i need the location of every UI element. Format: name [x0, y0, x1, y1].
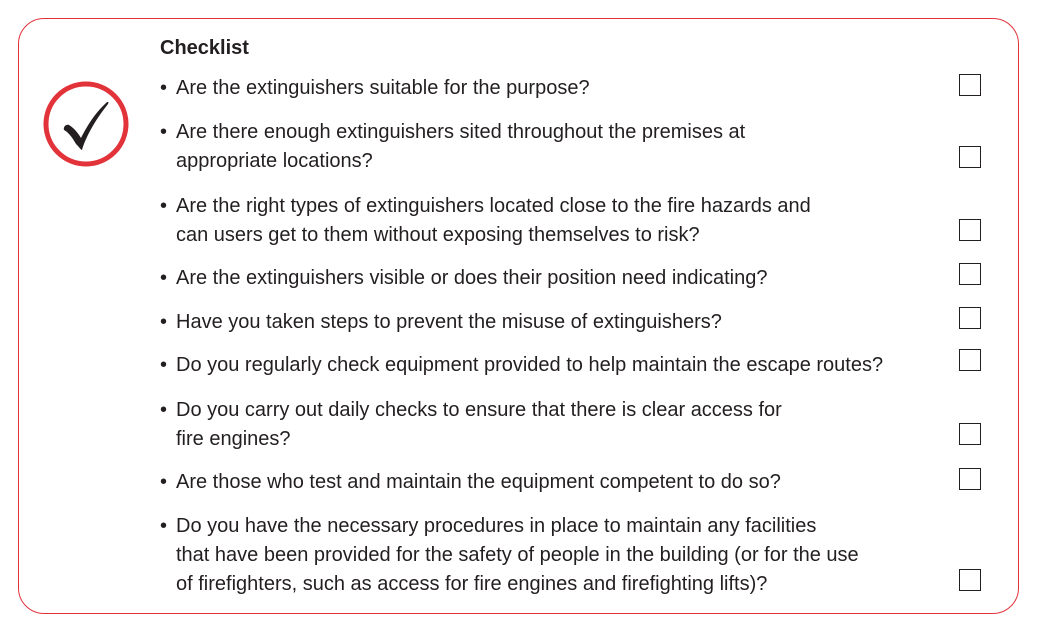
checklist-item-text: [176, 308, 956, 337]
checklist-item-text: [176, 192, 956, 250]
bullet-icon: •: [160, 399, 168, 421]
checklist-item-text: [176, 396, 956, 454]
bullet-icon: •: [160, 354, 168, 376]
checklist-item-text: [176, 264, 956, 293]
checklist-checkbox[interactable]: [959, 423, 981, 445]
checklist-item-line: Are the extinguishers suitable for the purpose?: [176, 77, 590, 99]
checklist-item-line: Do you carry out daily checks to ensure that there is clear access for: [176, 399, 782, 421]
checklist-item-line: can users get to them without exposing themselves to risk?: [176, 224, 700, 246]
bullet-icon: •: [160, 195, 168, 217]
checklist-item-text: [176, 118, 956, 176]
checklist-item-line: Are there enough extinguishers sited throughout the premises at: [176, 121, 746, 143]
bullet-icon: •: [160, 471, 168, 493]
checkmark-circle-icon: [42, 80, 130, 168]
checklist-item-line: fire engines?: [176, 428, 291, 450]
checklist-item-line: of firefighters, such as access for fire engines and firefighting lifts)?: [176, 573, 768, 595]
checklist-checkbox[interactable]: [959, 74, 981, 96]
bullet-icon: •: [160, 121, 168, 143]
checklist-checkbox[interactable]: [959, 219, 981, 241]
checklist-item-line: Have you taken steps to prevent the misuse of extinguishers?: [176, 311, 722, 333]
checklist-checkbox[interactable]: [959, 468, 981, 490]
bullet-icon: •: [160, 515, 168, 537]
bullet-icon: •: [160, 267, 168, 289]
checklist-item-text: [176, 74, 956, 103]
checklist-checkbox[interactable]: [959, 307, 981, 329]
checklist-checkbox[interactable]: [959, 146, 981, 168]
checklist-item-line: Do you regularly check equipment provided to help maintain the escape routes?: [176, 354, 884, 376]
checklist-item-text: [176, 512, 956, 599]
checklist-item-line: appropriate locations?: [176, 150, 373, 172]
checklist-item-line: Are the extinguishers visible or does their position need indicating?: [176, 267, 768, 289]
checklist-item-line: Do you have the necessary procedures in place to maintain any facilities: [176, 515, 817, 537]
checklist-item-text: [176, 351, 956, 380]
checklist-checkbox[interactable]: [959, 263, 981, 285]
checklist-checkbox[interactable]: [959, 349, 981, 371]
bullet-icon: •: [160, 311, 168, 333]
checklist-item-line: that have been provided for the safety of people in the building (or for the use: [176, 544, 859, 566]
checklist-item-line: Are the right types of extinguishers located close to the fire hazards and: [176, 195, 811, 217]
checklist-item-text: [176, 468, 956, 497]
checklist-title: Checklist: [160, 37, 249, 59]
checklist-checkbox[interactable]: [959, 569, 981, 591]
checklist-item-line: Are those who test and maintain the equipment competent to do so?: [176, 471, 781, 493]
bullet-icon: •: [160, 77, 168, 99]
